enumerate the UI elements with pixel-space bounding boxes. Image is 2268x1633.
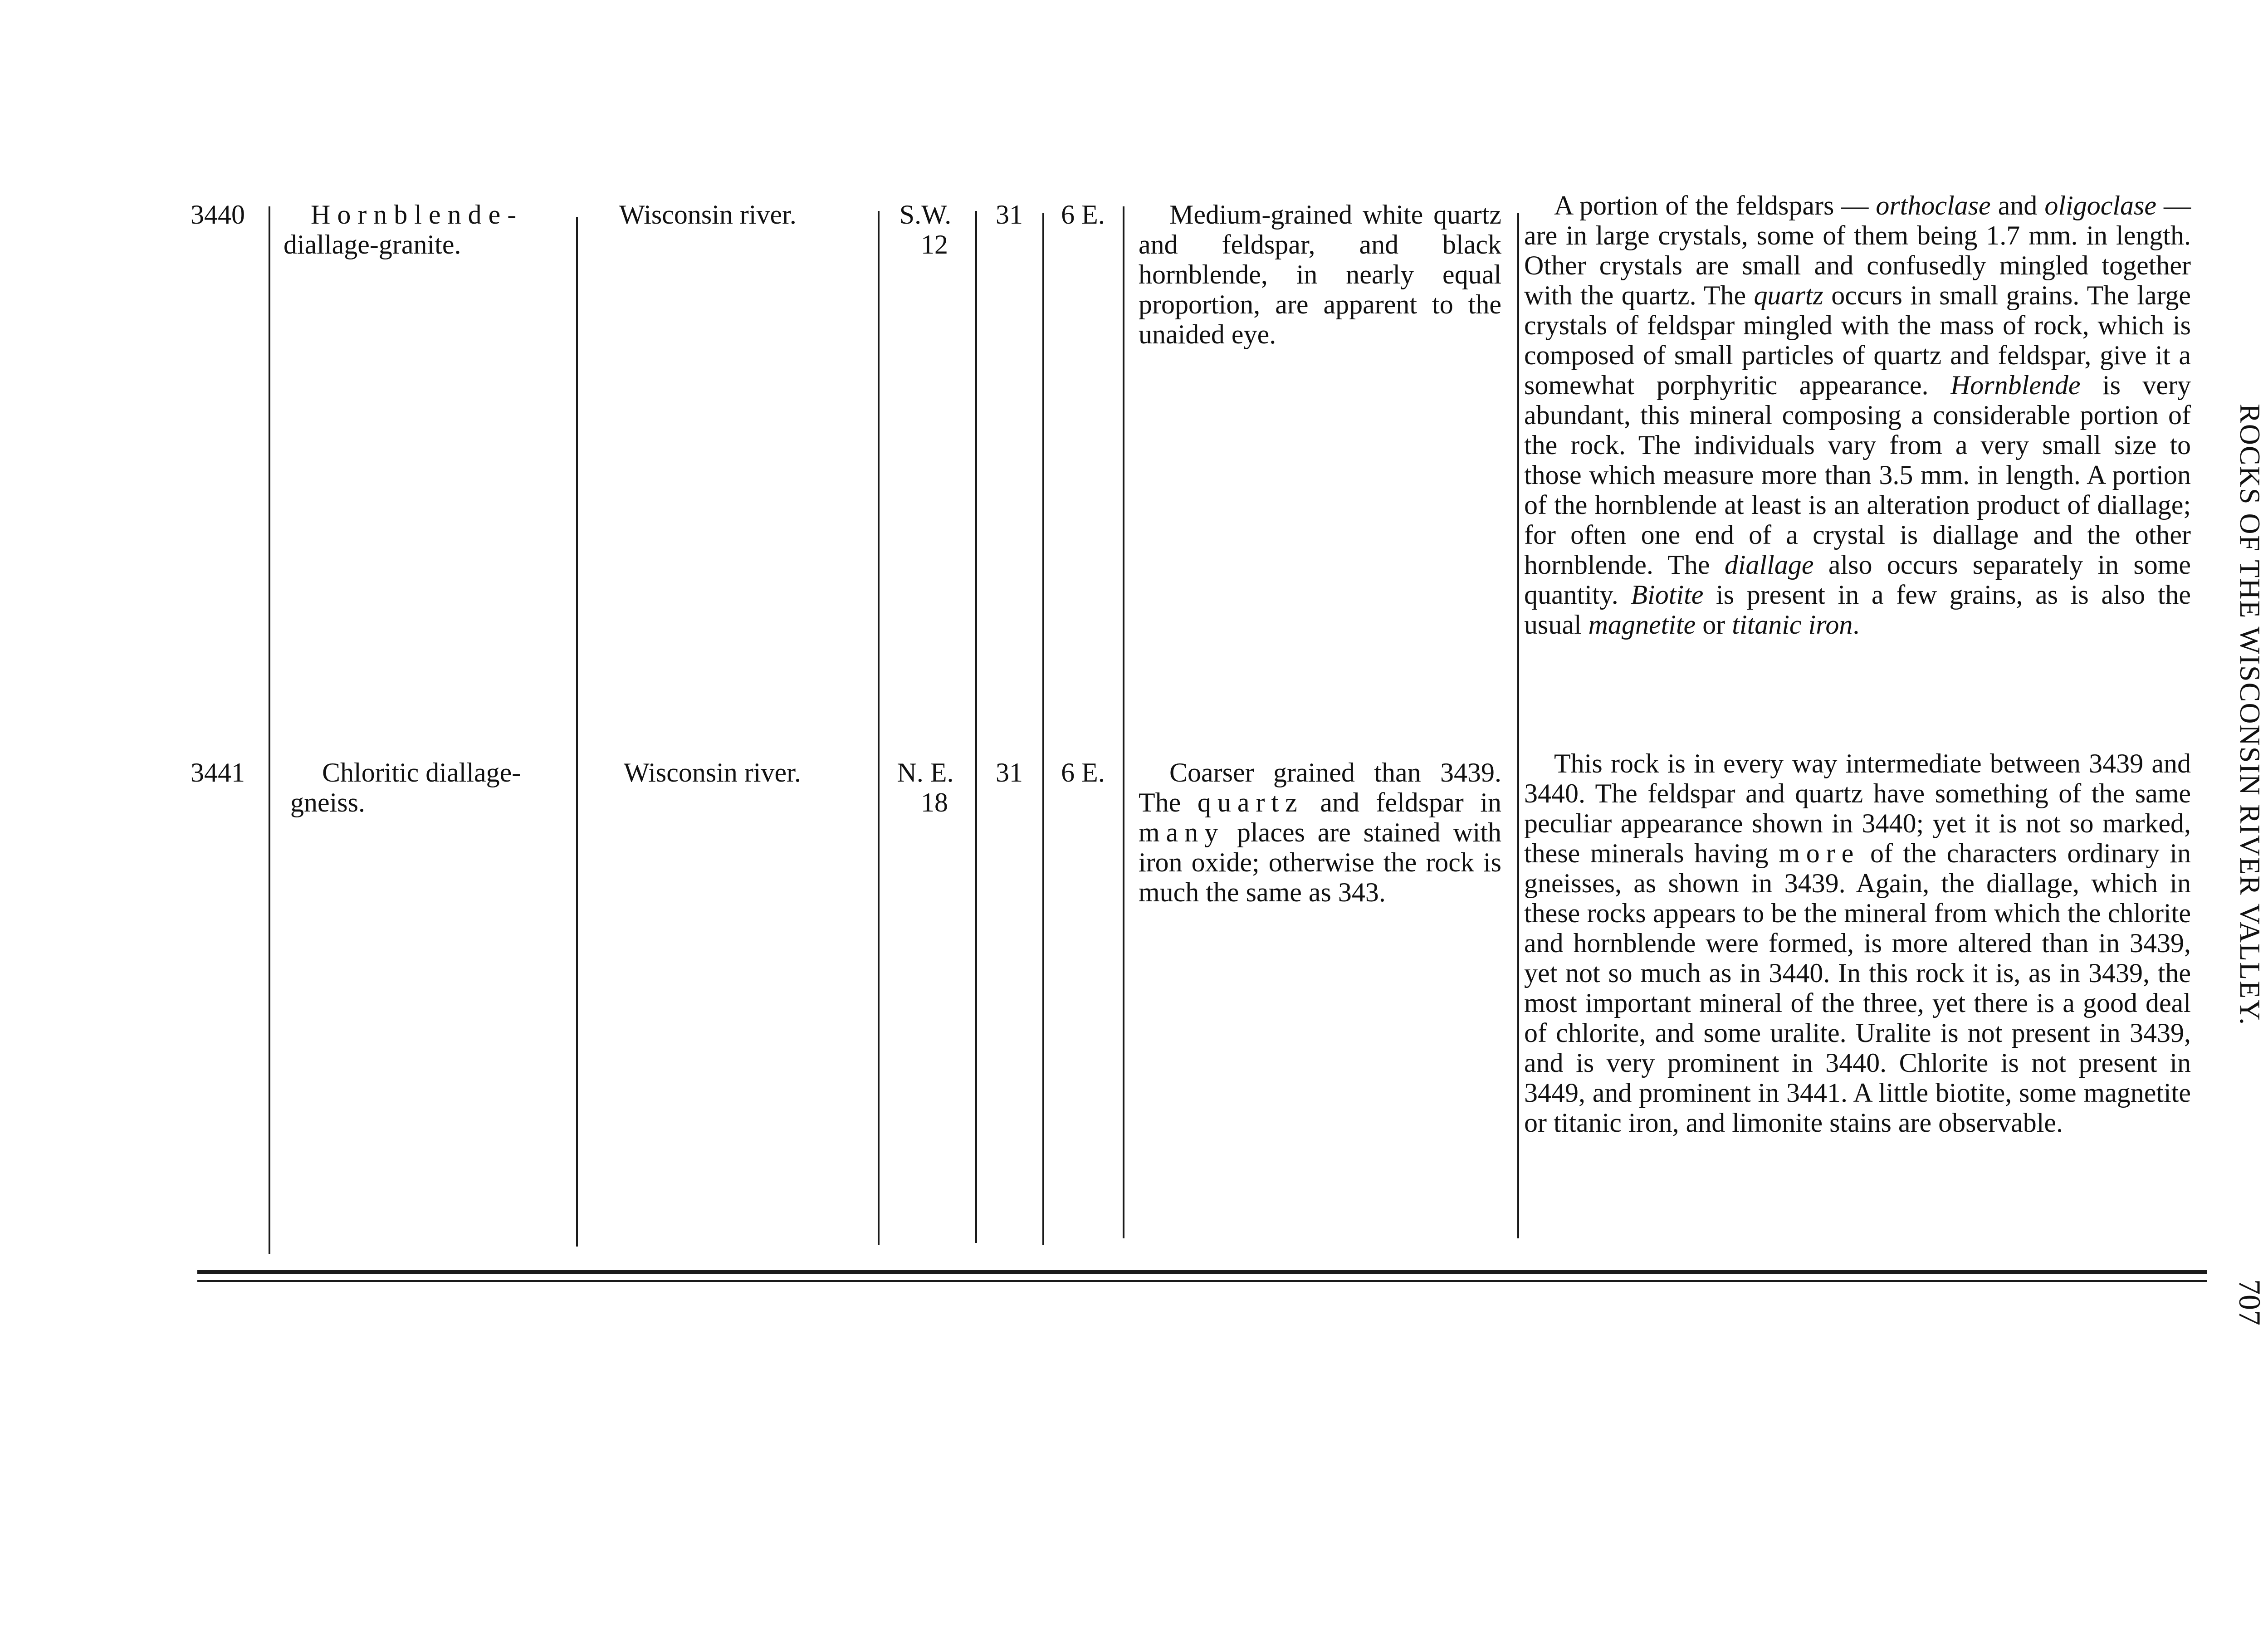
column-rule (576, 217, 578, 1247)
specimen-number: 3441 (191, 758, 245, 787)
rock-name-line: Hornblende- (311, 200, 523, 230)
column-rule (269, 206, 270, 1254)
microscopic-description: This rock is in every way intermediate between 3439 and 3440. The feldspar and quartz have something of the same peculiar appearance shown in 3440; yet it is not so marked, these minerals having more of the characters ordinary in gneisses, as shown in 3439. Again, the diallage, which in these rocks appears to be the mineral from which the chlorite and hornblende were formed, is more altered than in 3439, yet not so much as in 3440. In this rock it is, as in 3439, the most important mineral of the three, yet there is a good deal of chlorite, and some uralite. Uralite is not present in 3439, and is very prominent in 3440. Chlorite is not present in 3449, and prominent in 3441. A little biotite, some magnetite or titanic iron, and limonite stains are observable. (1524, 748, 2191, 1138)
rock-name (290, 758, 572, 817)
rock-name-line: gneiss. (290, 787, 365, 817)
section (882, 758, 968, 817)
section-quarter: S.W. (899, 200, 952, 230)
section (882, 200, 968, 259)
column-rule (975, 211, 977, 1243)
running-head: ROCKS OF THE WISCONSIN RIVER VALLEY. (2234, 404, 2266, 1026)
column-rule (1042, 213, 1044, 1245)
bottom-rule-thin (197, 1280, 2207, 1282)
range: 6 E. (1061, 758, 1105, 787)
section-number: 12 (921, 230, 948, 259)
column-rule (1517, 213, 1519, 1238)
rock-name-line: diallage-granite. (284, 230, 461, 259)
microscopic-description: A portion of the feldspars — orthoclase and oligoclase — are in large crystals, some of them being 1.7 mm. in length. Other crystals are small and confusedly mingled together with the quartz. The quartz occurs in small grains. The large crystals of feldspar mingled with the mass of rock, which is composed of small particles of quartz and feldspar, give it a somewhat porphyritic appearance. Hornblende is very abundant, this mineral composing a considerable portion of the rock. The individuals vary from a very small size to those which measure more than 3.5 mm. in length. A portion of the hornblende at least is an alteration product of diallage; for often one end of a crystal is diallage and the other hornblende. The diallage also occurs separately in some quantity. Biotite is present in a few grains, as is also the usual magnetite or titanic iron. (1524, 191, 2191, 640)
page-number: 707 (2233, 1279, 2267, 1325)
specimen-number: 3440 (191, 200, 245, 230)
rock-name-line: Chloritic diallage- (322, 758, 521, 787)
locality: Wisconsin river. (624, 758, 801, 787)
section-number: 18 (921, 787, 948, 817)
macroscopic-description: Coarser grained than 3439. The quartz and feldspar in many places are stained with iron oxide; otherwise the rock is much the same as 343. (1139, 758, 1501, 907)
township: 31 (996, 758, 1023, 787)
locality: Wisconsin river. (619, 200, 797, 230)
column-rule (1123, 206, 1124, 1238)
section-quarter: N. E. (897, 758, 954, 787)
macroscopic-description: Medium-grained white quartz and feldspar, and black hornblende, in nearly equal proportion, are apparent to the unaided eye. (1139, 200, 1501, 349)
rock-name (284, 200, 569, 259)
township: 31 (996, 200, 1023, 230)
range: 6 E. (1061, 200, 1105, 230)
bottom-rule-thick (197, 1270, 2207, 1274)
column-rule (878, 211, 880, 1245)
